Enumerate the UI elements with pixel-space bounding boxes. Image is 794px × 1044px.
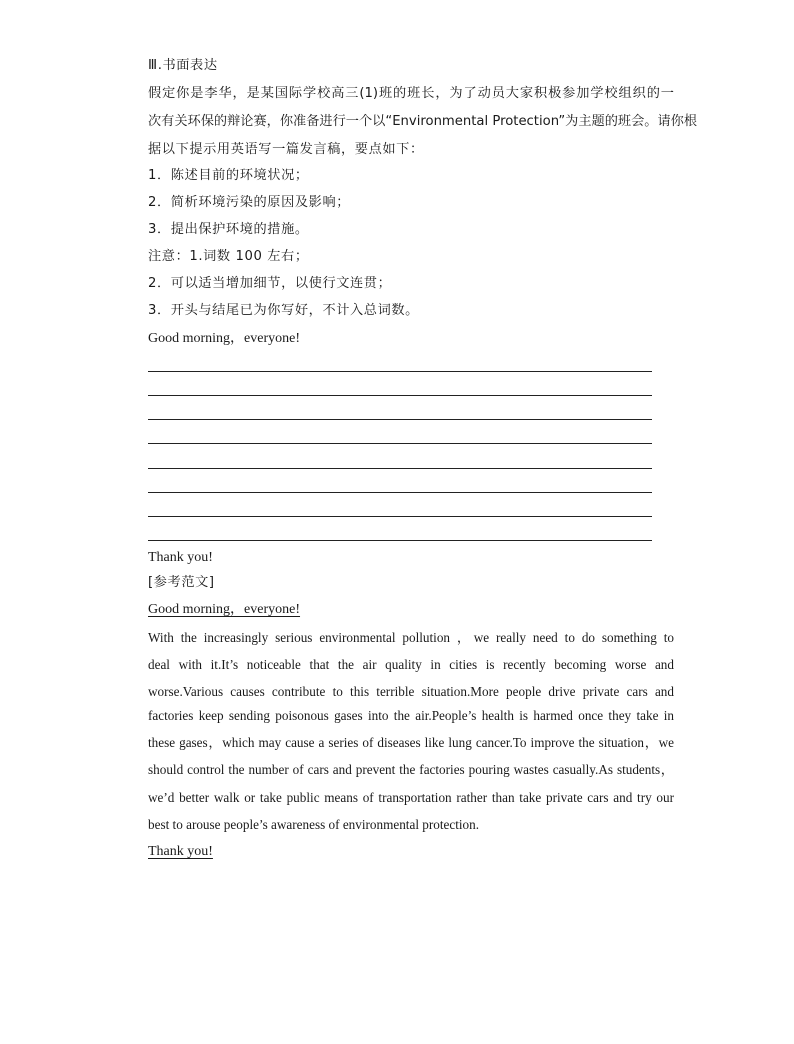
answer-line bbox=[148, 468, 652, 469]
answer-line bbox=[148, 516, 652, 517]
answer-line bbox=[148, 540, 652, 541]
letter-greeting: Good morning，everyone! bbox=[148, 331, 301, 346]
point-2: 2．简析环境污染的原因及影响； bbox=[148, 195, 351, 210]
sample-line-1: With the increasingly serious environmental pollution ，we really need to do something to bbox=[148, 630, 674, 645]
answer-line bbox=[148, 492, 652, 493]
reference-label: [参考范文] bbox=[148, 575, 215, 590]
sample-line-3: worse.Various causes contribute to this terrible situation.More people drive private cars and bbox=[148, 684, 674, 699]
sample-line-4: factories keep sending poisonous gases into the air.People’s health is harmed once they take in bbox=[148, 708, 674, 723]
letter-closing: Thank you! bbox=[148, 550, 213, 565]
note-1: 注意：1.词数 100 左右； bbox=[148, 249, 309, 264]
answer-line bbox=[148, 395, 652, 396]
sample-greeting: Good morning，everyone! bbox=[148, 602, 301, 617]
sample-line-5: these gases，which may cause a series of diseases like lung cancer.To improve the situation，we bbox=[148, 735, 674, 750]
answer-line bbox=[148, 443, 652, 444]
section-title: Ⅲ.书面表达 bbox=[148, 58, 218, 73]
sample-line-8: best to arouse people’s awareness of environmental protection. bbox=[148, 817, 480, 832]
prompt-line-2: 次有关环保的辩论赛，你准备进行一个以“Environmental Protection”为主题的班会。请你根 bbox=[148, 114, 698, 129]
sample-closing: Thank you! bbox=[148, 844, 213, 859]
sample-line-7: we’d better walk or take public means of transportation rather than take private cars and try our bbox=[148, 790, 674, 805]
answer-line bbox=[148, 371, 652, 372]
sample-line-2: deal with it.It’s noticeable that the air quality in cities is recently becoming worse and bbox=[148, 657, 674, 672]
note-2: 2．可以适当增加细节，以使行文连贯； bbox=[148, 276, 392, 291]
answer-line bbox=[148, 419, 652, 420]
point-1: 1．陈述目前的环境状况； bbox=[148, 168, 309, 183]
prompt-line-1: 假定你是李华，是某国际学校高三(1)班的班长，为了动员大家积极参加学校组织的一 bbox=[148, 86, 674, 101]
prompt-line-3: 据以下提示用英语写一篇发言稿，要点如下： bbox=[148, 142, 424, 157]
sample-line-6: should control the number of cars and prevent the factories pouring wastes casually.As students， bbox=[148, 762, 674, 777]
point-3: 3．提出保护环境的措施。 bbox=[148, 222, 309, 237]
note-3: 3．开头与结尾已为你写好，不计入总词数。 bbox=[148, 303, 419, 318]
